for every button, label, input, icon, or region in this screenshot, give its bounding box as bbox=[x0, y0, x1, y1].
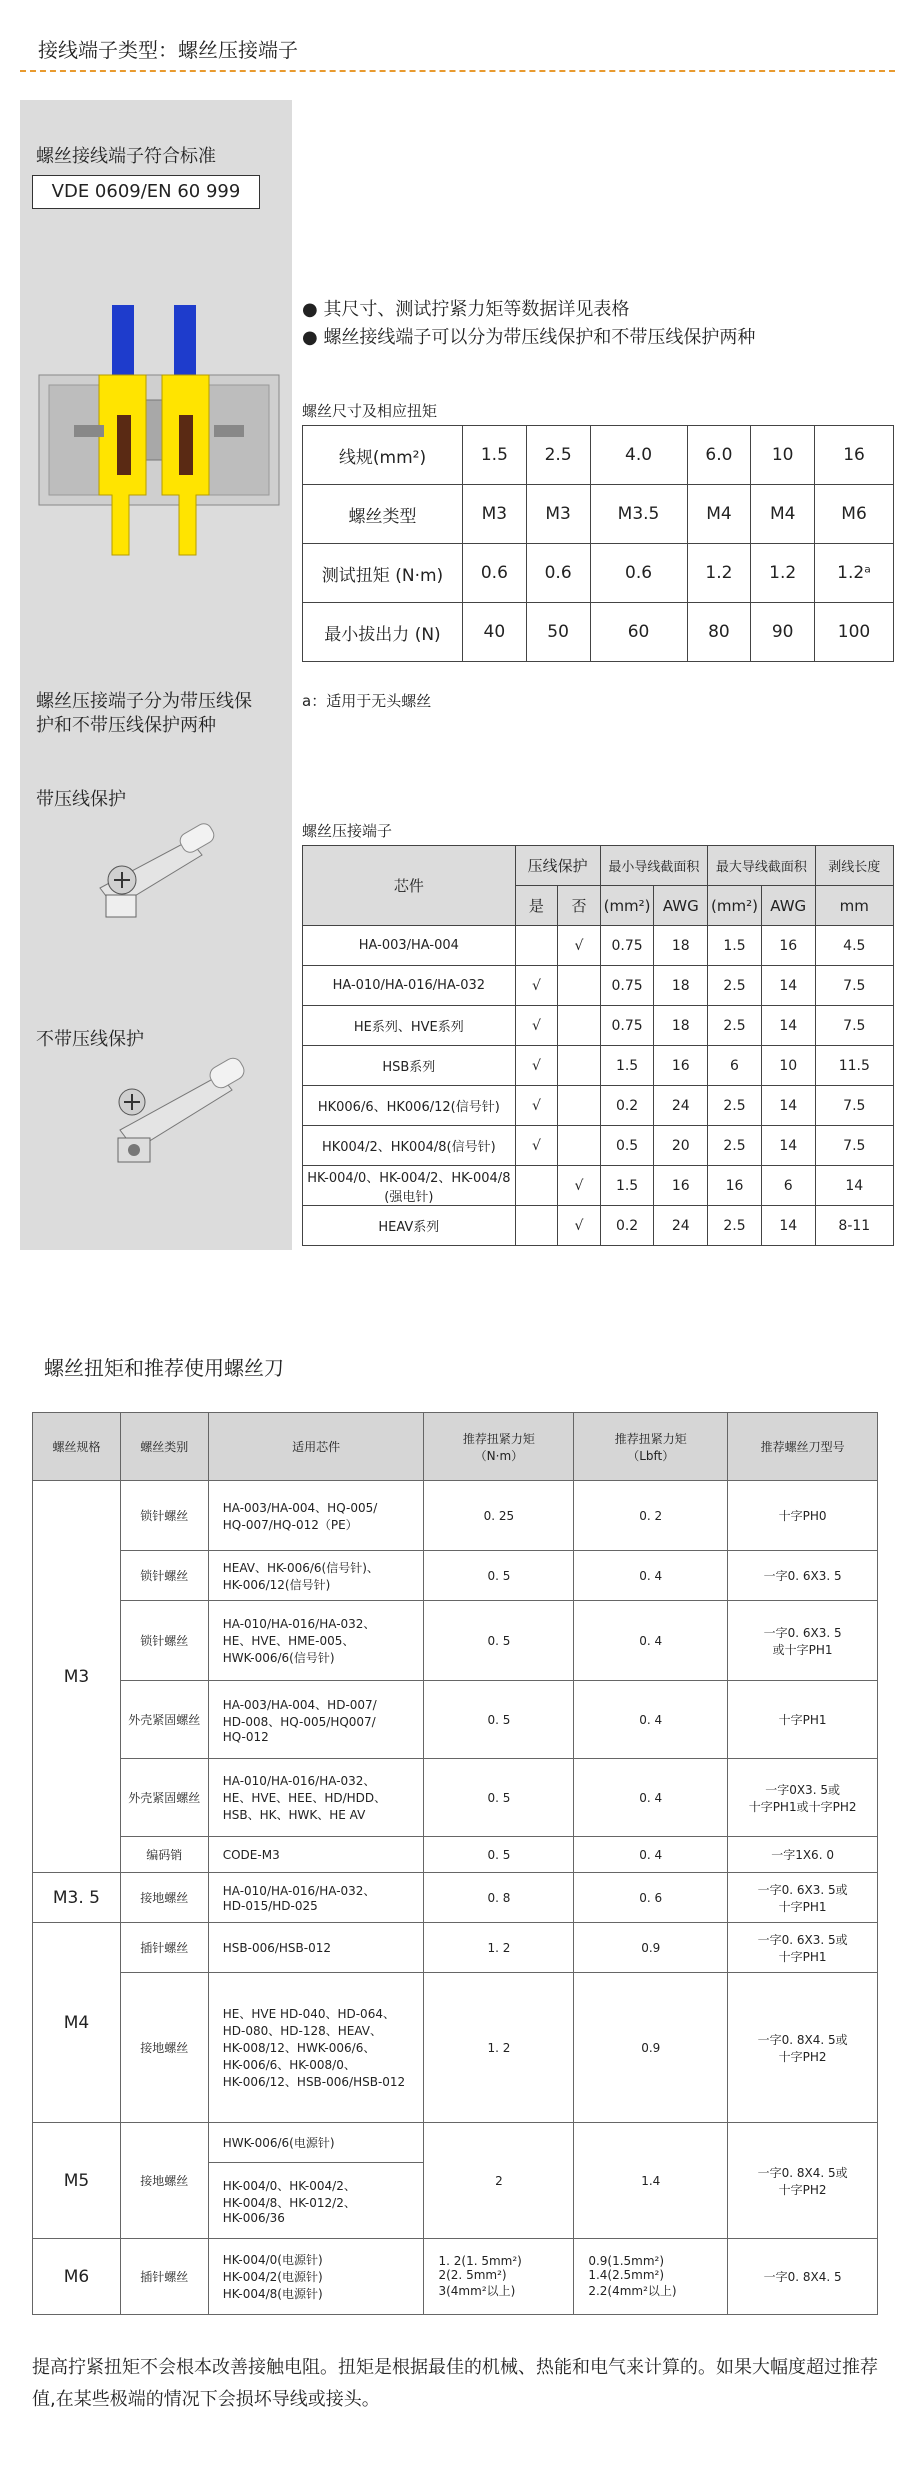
table3-nm-cell: 2 bbox=[424, 2123, 574, 2239]
table1-row bbox=[303, 485, 894, 544]
table1-note: a：适用于无头螺丝 bbox=[302, 692, 432, 710]
table3-row bbox=[33, 1601, 878, 1681]
bullet-item: ● 螺丝接线端子可以分为带压线保护和不带压线保护两种 bbox=[302, 327, 756, 348]
terminal-cross-section-illustration bbox=[34, 305, 284, 565]
table1-row bbox=[303, 603, 894, 662]
table2-cell-strip: 7.5 bbox=[815, 1006, 893, 1046]
table3-lbft-cell: 0. 4 bbox=[574, 1601, 728, 1681]
table2-cell-max-mm2: 2.5 bbox=[708, 1006, 762, 1046]
table2-cell-min-awg: 16 bbox=[654, 1166, 708, 1206]
table3-header-row bbox=[33, 1413, 878, 1481]
table3-driver-cell: 一字0. 8X4. 5或 十字PH2 bbox=[728, 1973, 878, 2123]
table3-cores-cell: HWK-006/6(电源针) bbox=[208, 2123, 424, 2163]
table2-cell-core: HSB系列 bbox=[303, 1046, 516, 1086]
table1-row-label: 测试扭矩 (N·m) bbox=[303, 544, 463, 603]
table3-type-cell: 编码销 bbox=[120, 1837, 208, 1873]
table1-cell: 50 bbox=[526, 603, 590, 662]
table1-cell: 80 bbox=[687, 603, 751, 662]
table1-cell: 0.6 bbox=[590, 544, 687, 603]
table1-row-label: 线规(mm²) bbox=[303, 426, 463, 485]
table1-cell: M6 bbox=[815, 485, 894, 544]
table3-row bbox=[33, 1923, 878, 1973]
table1-cell: 0.6 bbox=[526, 544, 590, 603]
terminal-without-protection-illustration bbox=[90, 1050, 250, 1180]
header-strip-mm: mm bbox=[815, 886, 893, 926]
table2-cell-core: HE系列、HVE系列 bbox=[303, 1006, 516, 1046]
table2-cell-min-mm2: 0.75 bbox=[600, 926, 654, 966]
table2-cell-strip: 8-11 bbox=[815, 1206, 893, 1246]
table1-row-label: 最小拔出力 (N) bbox=[303, 603, 463, 662]
table3-row bbox=[33, 1681, 878, 1759]
table3-cores-cell: HA-003/HA-004、HD-007/ HD-008、HQ-005/HQ007/ HQ-012 bbox=[208, 1681, 424, 1759]
header-yes: 是 bbox=[515, 886, 558, 926]
header-max-awg: AWG bbox=[761, 886, 815, 926]
table3-nm-cell: 0. 5 bbox=[424, 1551, 574, 1601]
table3-driver-cell: 一字1X6. 0 bbox=[728, 1837, 878, 1873]
table1-cell: 90 bbox=[751, 603, 815, 662]
table1-cell: 40 bbox=[463, 603, 527, 662]
with-protection-label: 带压线保护 bbox=[36, 789, 126, 810]
table3-type-cell: 外壳紧固螺丝 bbox=[120, 1759, 208, 1837]
table2-cell-min-awg: 16 bbox=[654, 1046, 708, 1086]
table2-cell-max-awg: 14 bbox=[761, 966, 815, 1006]
table2-cell-min-awg: 18 bbox=[654, 966, 708, 1006]
table3-type-cell: 锁针螺丝 bbox=[120, 1551, 208, 1601]
screw-crimp-terminal-table bbox=[302, 845, 894, 1246]
table2-cell-no bbox=[558, 966, 601, 1006]
table2-cell-yes bbox=[515, 1206, 558, 1246]
bottom-note: 提高拧紧扭矩不会根本改善接触电阻。扭矩是根据最佳的机械、热能和电气来计算的。如果大幅度超过推荐值,在某些极端的情况下会损坏导线或接头。 bbox=[32, 2357, 878, 2410]
table3-nm-cell: 1. 2 bbox=[424, 1973, 574, 2123]
table2-row bbox=[303, 1006, 894, 1046]
table2-cell-strip: 7.5 bbox=[815, 1126, 893, 1166]
terminal-with-protection-illustration bbox=[80, 810, 230, 930]
table3-nm-cell: 1. 2(1. 5mm²) 2(2. 5mm²) 3(4mm²以上) bbox=[424, 2239, 574, 2315]
table2-cell-yes: √ bbox=[515, 1046, 558, 1086]
table3-driver-cell: 一字0. 8X4. 5或 十字PH2 bbox=[728, 2123, 878, 2239]
table2-cell-no bbox=[558, 1006, 601, 1046]
table3-driver-cell: 十字PH1 bbox=[728, 1681, 878, 1759]
table1-cell: 1.2 bbox=[687, 544, 751, 603]
table2-cell-no bbox=[558, 1126, 601, 1166]
header-min-awg: AWG bbox=[654, 886, 708, 926]
table1-caption: 螺丝尺寸及相应扭矩 bbox=[302, 402, 438, 420]
table2-cell-yes: √ bbox=[515, 1126, 558, 1166]
table2-cell-yes: √ bbox=[515, 1006, 558, 1046]
table2-row bbox=[303, 1206, 894, 1246]
table2-cell-core: HA-003/HA-004 bbox=[303, 926, 516, 966]
table3-nm-cell: 0. 8 bbox=[424, 1873, 574, 1923]
table2-cell-strip: 7.5 bbox=[815, 966, 893, 1006]
table3-cores-cell: HA-010/HA-016/HA-032、 HD-015/HD-025 bbox=[208, 1873, 424, 1923]
table1-cell: M4 bbox=[687, 485, 751, 544]
table3-type-cell: 接地螺丝 bbox=[120, 2123, 208, 2239]
table2-row bbox=[303, 1126, 894, 1166]
table2-cell-max-mm2: 2.5 bbox=[708, 1206, 762, 1246]
header-strip: 剥线长度 bbox=[815, 846, 893, 886]
table3-header-cell: 螺丝规格 bbox=[33, 1413, 121, 1481]
table3-header-cell: 螺丝类别 bbox=[120, 1413, 208, 1481]
table1-cell: 1.5 bbox=[463, 426, 527, 485]
table1-cell: 4.0 bbox=[590, 426, 687, 485]
table2-cell-max-mm2: 16 bbox=[708, 1166, 762, 1206]
table1-cell: 10 bbox=[751, 426, 815, 485]
table3-header-cell: 适用芯件 bbox=[208, 1413, 424, 1481]
table2-row bbox=[303, 966, 894, 1006]
table2-cell-max-mm2: 2.5 bbox=[708, 1086, 762, 1126]
bullet-item: ● 其尺寸、测试拧紧力矩等数据详见表格 bbox=[302, 299, 630, 320]
table3-header-cell: 推荐扭紧力矩 （Lbft） bbox=[574, 1413, 728, 1481]
table1-row bbox=[303, 544, 894, 603]
table1-cell: M4 bbox=[751, 485, 815, 544]
table2-cell-min-mm2: 0.5 bbox=[600, 1126, 654, 1166]
without-protection-label: 不带压线保护 bbox=[36, 1029, 144, 1050]
table1-cell: 1.2ᵃ bbox=[815, 544, 894, 603]
table3-cores-cell: CODE-M3 bbox=[208, 1837, 424, 1873]
table3-nm-cell: 0. 5 bbox=[424, 1759, 574, 1837]
table2-cell-min-mm2: 0.75 bbox=[600, 1006, 654, 1046]
table3-lbft-cell: 0. 4 bbox=[574, 1759, 728, 1837]
header-max-mm2: (mm²) bbox=[708, 886, 762, 926]
table3-type-cell: 锁针螺丝 bbox=[120, 1481, 208, 1551]
table2-cell-max-mm2: 2.5 bbox=[708, 1126, 762, 1166]
standard-box: VDE 0609/EN 60 999 bbox=[32, 175, 260, 209]
table3-driver-cell: 一字0. 8X4. 5 bbox=[728, 2239, 878, 2315]
header-no: 否 bbox=[558, 886, 601, 926]
screw-driver-recommendation-table bbox=[32, 1412, 878, 2315]
table2-cell-strip: 11.5 bbox=[815, 1046, 893, 1086]
table3-row bbox=[33, 1551, 878, 1601]
table2-cell-yes: √ bbox=[515, 1086, 558, 1126]
table1-cell: 6.0 bbox=[687, 426, 751, 485]
table3-lbft-cell: 0. 4 bbox=[574, 1551, 728, 1601]
table3-nm-cell: 1. 2 bbox=[424, 1923, 574, 1973]
table2-cell-max-mm2: 1.5 bbox=[708, 926, 762, 966]
table3-type-cell: 接地螺丝 bbox=[120, 1873, 208, 1923]
table3-type-cell: 锁针螺丝 bbox=[120, 1601, 208, 1681]
table3-spec-cell: M3. 5 bbox=[33, 1873, 121, 1923]
table3-cores-cell: HK-004/0(电源针) HK-004/2(电源针) HK-004/8(电源针) bbox=[208, 2239, 424, 2315]
table3-cores-cell: HA-010/HA-016/HA-032、 HE、HVE、HEE、HD/HDD、 HSB、HK、HWK、HE AV bbox=[208, 1759, 424, 1837]
table2-cell-core: HK004/2、HK004/8(信号针) bbox=[303, 1126, 516, 1166]
header-max-section: 最大导线截面积 bbox=[708, 846, 815, 886]
table3-lbft-cell: 1.4 bbox=[574, 2123, 728, 2239]
table3-row bbox=[33, 2123, 878, 2163]
header-core: 芯件 bbox=[303, 846, 516, 926]
table1-cell: M3 bbox=[526, 485, 590, 544]
table3-lbft-cell: 0. 2 bbox=[574, 1481, 728, 1551]
table2-cell-no bbox=[558, 1086, 601, 1126]
table3-nm-cell: 0. 25 bbox=[424, 1481, 574, 1551]
table3-lbft-cell: 0. 4 bbox=[574, 1681, 728, 1759]
table2-cell-max-awg: 14 bbox=[761, 1006, 815, 1046]
table3-cores-cell: HA-010/HA-016/HA-032、 HE、HVE、HME-005、 HWK-006/6(信号针) bbox=[208, 1601, 424, 1681]
table3-nm-cell: 0. 5 bbox=[424, 1837, 574, 1873]
table2-cell-yes: √ bbox=[515, 966, 558, 1006]
table3-spec-cell: M4 bbox=[33, 1923, 121, 2123]
table2-cell-min-mm2: 1.5 bbox=[600, 1166, 654, 1206]
table3-title: 螺丝扭矩和推荐使用螺丝刀 bbox=[44, 1356, 284, 1380]
table2-cell-min-mm2: 0.75 bbox=[600, 966, 654, 1006]
table2-cell-max-awg: 16 bbox=[761, 926, 815, 966]
table3-row bbox=[33, 1873, 878, 1923]
table2-cell-max-awg: 14 bbox=[761, 1206, 815, 1246]
table1-cell: M3.5 bbox=[590, 485, 687, 544]
panel-description: 螺丝压接端子分为带压线保护和不带压线保护两种 bbox=[36, 691, 252, 736]
table3-row bbox=[33, 2239, 878, 2315]
table3-row bbox=[33, 1759, 878, 1837]
table3-spec-cell: M5 bbox=[33, 2123, 121, 2239]
table3-row bbox=[33, 1973, 878, 2123]
header-protect: 压线保护 bbox=[515, 846, 600, 886]
table1-cell: 16 bbox=[815, 426, 894, 485]
table2-cell-min-mm2: 1.5 bbox=[600, 1046, 654, 1086]
table2-cell-min-mm2: 0.2 bbox=[600, 1086, 654, 1126]
page-title: 接线端子类型：螺丝压接端子 bbox=[38, 38, 298, 62]
table3-driver-cell: 十字PH0 bbox=[728, 1481, 878, 1551]
table1-row-label: 螺丝类型 bbox=[303, 485, 463, 544]
table3-type-cell: 外壳紧固螺丝 bbox=[120, 1681, 208, 1759]
table2-cell-min-awg: 18 bbox=[654, 1006, 708, 1046]
table2-cell-strip: 14 bbox=[815, 1166, 893, 1206]
table2-cell-max-mm2: 6 bbox=[708, 1046, 762, 1086]
header-divider bbox=[20, 70, 895, 72]
table2-caption: 螺丝压接端子 bbox=[302, 822, 393, 840]
table3-driver-cell: 一字0. 6X3. 5 bbox=[728, 1551, 878, 1601]
table2-row bbox=[303, 926, 894, 966]
table2-cell-max-awg: 14 bbox=[761, 1126, 815, 1166]
table3-type-cell: 插针螺丝 bbox=[120, 1923, 208, 1973]
table3-lbft-cell: 0.9 bbox=[574, 1973, 728, 2123]
table2-cell-min-awg: 18 bbox=[654, 926, 708, 966]
table1-cell: M3 bbox=[463, 485, 527, 544]
table3-header-cell: 推荐扭紧力矩 （N·m） bbox=[424, 1413, 574, 1481]
table2-cell-max-mm2: 2.5 bbox=[708, 966, 762, 1006]
table3-nm-cell: 0. 5 bbox=[424, 1601, 574, 1681]
table3-cores-cell: HSB-006/HSB-012 bbox=[208, 1923, 424, 1973]
table3-type-cell: 接地螺丝 bbox=[120, 1973, 208, 2123]
table2-cell-min-awg: 20 bbox=[654, 1126, 708, 1166]
table3-cores-cell: HE、HVE HD-040、HD-064、 HD-080、HD-128、HEAV、 HK-008/12、HWK-006/6、 HK-006/6、HK-008/0、 HK-006/12、HSB-006/HSB-012 bbox=[208, 1973, 424, 2123]
table3-header-cell: 推荐螺丝刀型号 bbox=[728, 1413, 878, 1481]
table1-cell: 0.6 bbox=[463, 544, 527, 603]
table3-driver-cell: 一字0. 6X3. 5或 十字PH1 bbox=[728, 1923, 878, 1973]
table2-cell-max-awg: 14 bbox=[761, 1086, 815, 1126]
table2-cell-min-awg: 24 bbox=[654, 1206, 708, 1246]
table3-lbft-cell: 0.9(1.5mm²) 1.4(2.5mm²) 2.2(4mm²以上) bbox=[574, 2239, 728, 2315]
table3-type-cell: 插针螺丝 bbox=[120, 2239, 208, 2315]
table2-cell-min-awg: 24 bbox=[654, 1086, 708, 1126]
screw-torque-table bbox=[302, 425, 894, 662]
table3-lbft-cell: 0. 4 bbox=[574, 1837, 728, 1873]
table3-lbft-cell: 0. 6 bbox=[574, 1873, 728, 1923]
table2-row bbox=[303, 1086, 894, 1126]
table3-nm-cell: 0. 5 bbox=[424, 1681, 574, 1759]
table2-cell-no: √ bbox=[558, 926, 601, 966]
table2-cell-no: √ bbox=[558, 1166, 601, 1206]
table2-row bbox=[303, 1166, 894, 1206]
table2-cell-max-awg: 10 bbox=[761, 1046, 815, 1086]
table1-row bbox=[303, 426, 894, 485]
header-min-section: 最小导线截面积 bbox=[600, 846, 707, 886]
table3-driver-cell: 一字0X3. 5或 十字PH1或十字PH2 bbox=[728, 1759, 878, 1837]
table2-cell-yes bbox=[515, 1166, 558, 1206]
table3-row bbox=[33, 1481, 878, 1551]
table1-cell: 100 bbox=[815, 603, 894, 662]
table2-cell-strip: 7.5 bbox=[815, 1086, 893, 1126]
table3-cores-cell: HK-004/0、HK-004/2、 HK-004/8、HK-012/2、 HK-006/36 bbox=[208, 2163, 424, 2239]
table3-row bbox=[33, 1837, 878, 1873]
table2-cell-core: HK006/6、HK006/12(信号针) bbox=[303, 1086, 516, 1126]
table2-cell-core: HK-004/0、HK-004/2、HK-004/8 (强电针) bbox=[303, 1166, 516, 1206]
table2-cell-strip: 4.5 bbox=[815, 926, 893, 966]
table1-cell: 60 bbox=[590, 603, 687, 662]
table2-cell-no bbox=[558, 1046, 601, 1086]
table2-cell-yes bbox=[515, 926, 558, 966]
table2-cell-no: √ bbox=[558, 1206, 601, 1246]
feature-bullets bbox=[302, 296, 755, 352]
table2-cell-core: HA-010/HA-016/HA-032 bbox=[303, 966, 516, 1006]
table3-cores-cell: HEAV、HK-006/6(信号针)、 HK-006/12(信号针) bbox=[208, 1551, 424, 1601]
table3-driver-cell: 一字0. 6X3. 5 或十字PH1 bbox=[728, 1601, 878, 1681]
table3-cores-cell: HA-003/HA-004、HQ-005/ HQ-007/HQ-012（PE） bbox=[208, 1481, 424, 1551]
header-min-mm2: (mm²) bbox=[600, 886, 654, 926]
table1-cell: 1.2 bbox=[751, 544, 815, 603]
table2-cell-max-awg: 6 bbox=[761, 1166, 815, 1206]
standard-title: 螺丝接线端子符合标准 bbox=[36, 146, 216, 167]
table3-spec-cell: M3 bbox=[33, 1481, 121, 1873]
table3-spec-cell: M6 bbox=[33, 2239, 121, 2315]
table2-cell-core: HEAV系列 bbox=[303, 1206, 516, 1246]
table2-cell-min-mm2: 0.2 bbox=[600, 1206, 654, 1246]
table1-cell: 2.5 bbox=[526, 426, 590, 485]
table3-lbft-cell: 0.9 bbox=[574, 1923, 728, 1973]
table2-row bbox=[303, 1046, 894, 1086]
table3-driver-cell: 一字0. 6X3. 5或 十字PH1 bbox=[728, 1873, 878, 1923]
